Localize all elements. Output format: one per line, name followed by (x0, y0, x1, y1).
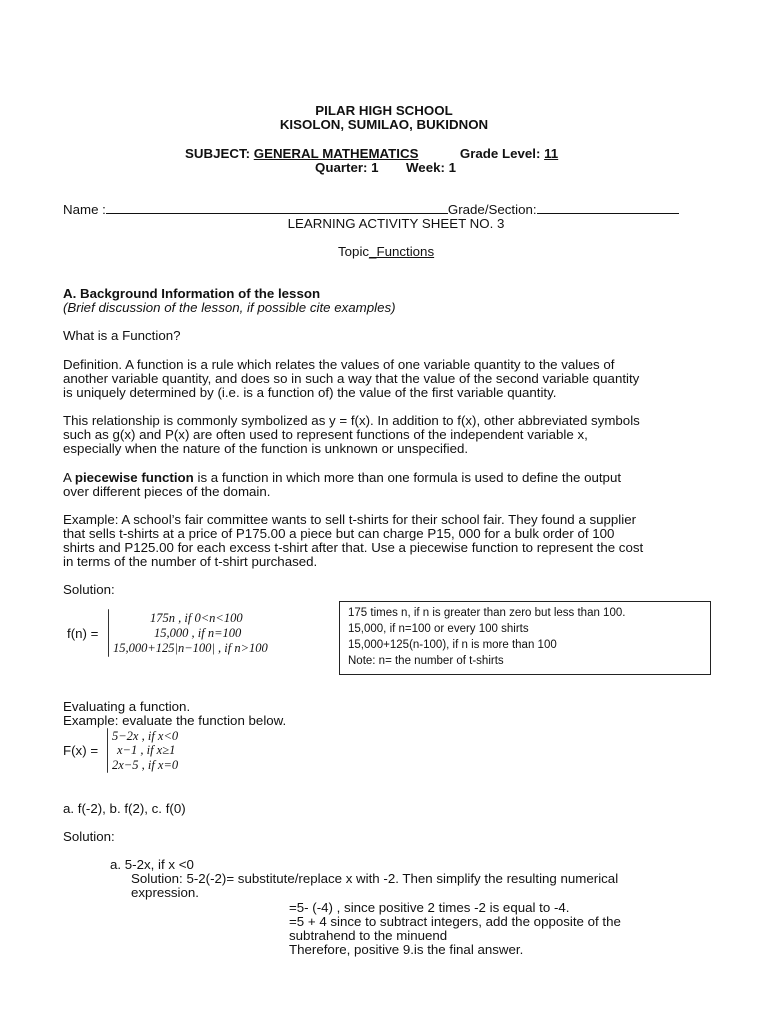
Fx-case-1: 5−2x , if x<0 (112, 729, 179, 743)
section-heading: A. Background Information of the lesson (63, 286, 321, 301)
grade-level-value: 11 (544, 146, 559, 161)
subject-line (185, 146, 558, 161)
subject-label: SUBJECT: (185, 146, 251, 161)
step-line-1: Solution: 5-2(-2)= substitute/replace x with -2. Then simplify the resulting numerical (131, 871, 619, 886)
step-line-6: Therefore, positive 9.is the final answer. (289, 942, 524, 957)
Fx-label: F(x) = (63, 743, 99, 758)
step-line-3: =5- (-4) , since positive 2 times -2 is equal to -4. (289, 900, 570, 915)
topic-label: Topic (338, 244, 370, 259)
fn-case-3: 15,000+125|n−100| , if n>100 (113, 641, 268, 655)
grade-section-label: Grade/Section: (447, 202, 537, 217)
step-line-4: =5 + 4 since to subtract integers, add the opposite of the (289, 914, 621, 929)
topic-value: _Functions (369, 244, 435, 259)
week-label: Week: (405, 160, 445, 175)
example-line-2: that sells t-shirts at a price of P175.00 a piece but can charge P15, 000 for a bulk order of 100 (63, 526, 615, 541)
definition-line-1: Definition. A function is a rule which relates the values of one variable quantity to the values of (63, 357, 615, 372)
symbolized-line-2: such as g(x) and P(x) are often used to represent functions of the independent variable x, (63, 427, 588, 442)
piecewise-line-2: over different pieces of the domain. (63, 484, 271, 499)
eval-heading: Evaluating a function. (63, 699, 191, 714)
Fx-case-2: x−1 , if x≥1 (117, 743, 176, 757)
grade-level-label: Grade Level: (459, 146, 541, 161)
topic-line (338, 244, 434, 259)
fn-brace (108, 609, 109, 657)
grade-section-blank[interactable] (537, 202, 679, 214)
definition-line-2: another variable quantity, and does so in such a way that the value of the second variable quantity (63, 371, 640, 386)
step-line-5: subtrahend to the minuend (289, 928, 448, 943)
solution-label: Solution: (63, 582, 115, 597)
sheet-title: LEARNING ACTIVITY SHEET NO. 3 (287, 216, 505, 231)
name-line (63, 202, 679, 217)
box-line-2: 15,000, if n=100 or every 100 shirts (348, 623, 529, 635)
example-line-3: shirts and P125.00 for each excess t-shirt after that. Use a piecewise function to represent the cost (63, 540, 644, 555)
fn-case-1: 175n , if 0<n<100 (150, 611, 243, 625)
school-name: PILAR HIGH SCHOOL (315, 103, 453, 118)
piecewise-line-1 (63, 470, 621, 485)
Fx-case-3: 2x−5 , if x=0 (112, 758, 179, 772)
quarter-label: Quarter: (315, 160, 368, 175)
eval-example: Example: evaluate the function below. (63, 713, 287, 728)
quarter-value: 1 (371, 160, 379, 175)
symbolized-line-3: especially when the nature of the function is unknown or unspecified. (63, 441, 469, 456)
box-line-3: 15,000+125(n-100), if n is more than 100 (348, 639, 557, 651)
solution-label-2: Solution: (63, 829, 115, 844)
name-blank[interactable] (106, 202, 448, 214)
piecewise-prefix: A (63, 470, 75, 485)
box-line-4: Note: n= the number of t-shirts (348, 655, 504, 667)
piecewise-term: piecewise function (74, 470, 194, 485)
step-line-2: expression. (131, 885, 199, 900)
section-subheading: (Brief discussion of the lesson, if possible cite examples) (63, 300, 396, 315)
fn-label: f(n) = (67, 626, 99, 641)
example-line-4: in terms of the number of t-shirt purchased. (63, 554, 318, 569)
definition-line-3: is uniquely determined by (i.e. is a function of) the value of the first variable quantity. (63, 385, 557, 400)
fn-case-2: 15,000 , if n=100 (154, 626, 242, 640)
week-value: 1 (448, 160, 457, 175)
Fx-brace (107, 728, 108, 773)
tasks: a. f(-2), b. f(2), c. f(0) (63, 801, 186, 816)
name-label: Name : (63, 202, 106, 217)
school-address: KISOLON, SUMILAO, BUKIDNON (279, 117, 489, 132)
box-line-1: 175 times n, if n is greater than zero but less than 100. (348, 607, 626, 619)
quarter-week-line (315, 160, 456, 175)
piecewise-rest: is a function in which more than one formula is used to define the output (193, 470, 622, 485)
explanation-box (339, 601, 711, 675)
symbolized-line-1: This relationship is commonly symbolized as y = f(x). In addition to f(x), other abbreviated symbols (63, 413, 640, 428)
subject-value: GENERAL MATHEMATICS (253, 146, 419, 161)
example-line-1: Example: A school’s fair committee wants to sell t-shirts for their school fair. They found a supplier (63, 512, 637, 527)
question: What is a Function? (63, 328, 181, 343)
step-item: a. 5-2x, if x <0 (110, 857, 194, 872)
